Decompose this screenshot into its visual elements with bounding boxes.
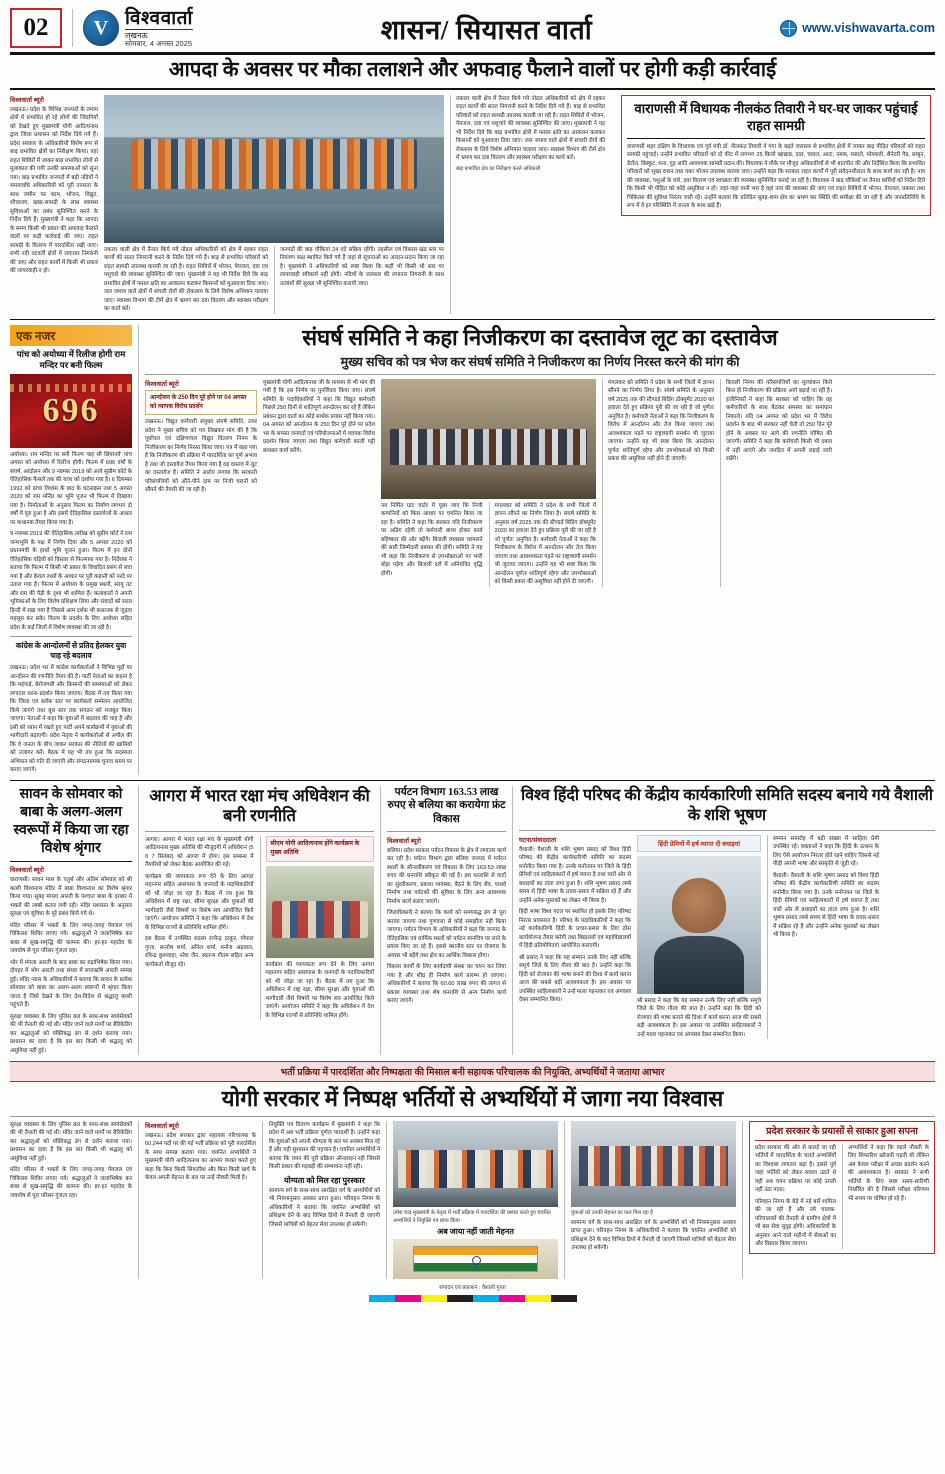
color-swatch xyxy=(369,1295,395,1302)
agra-note: सीएम योगी आदित्यनाथ होंगे कार्यक्रम के मुख्य अतिथि xyxy=(266,836,375,862)
lead-photo xyxy=(104,95,444,243)
nazar-body2: 9 नवम्बर 2019 की ऐतिहासिक तारीख को सुप्रीम कोर्ट ने राम जन्मभूमि के पक्ष में निर्णय दिया और 5 अगस्त 2020 को प्रधानमंत्री के हाथों भूमि पूजन हुआ। फिल्म में इन दोनों ऐतिहासिक घड़ियों को विस्तार से फिल्माया गया है। निर्देशक ने बताया कि फिल्म में किसी भी प्रकार के विवादित प्रसंग से बचा गया है और केवल तथ्यों के आधार पर पूरी कहानी को परदे पर उतारा गया है। फिल्म में अयोध्या के प्रमुख स्थलों, सरयू तट और राम की पैड़ी के दृश्य भी शामिल हैं। कलाकारों ने अपनी भूमिकाओं के लिए विशेष प्रशिक्षण लिया और संवादों को सरल हिन्दी में रखा गया है जिससे आम दर्शक भी कथानक से जुड़ाव महसूस कर सके। फिल्म के प्रदर्शन के लिए अयोध्या सहित प्रदेश के कई जिलों में विशेष व्यवस्था की जा रही है। xyxy=(10,531,132,631)
color-swatch xyxy=(395,1295,421,1302)
paper-name: विश्ववार्ता xyxy=(125,7,193,29)
tourism-headline: पर्यटन विभाग 163.53 लाख रुपए से बलिया का करायेगा फ्रंट विकास xyxy=(387,786,506,826)
bottom-byline: विश्ववार्ता ब्यूरो xyxy=(145,1122,179,1130)
vishwahindi-body3-b: श्री प्रसाद ने कहा कि यह सम्मान उनके लिए नहीं बल्कि समूचे जिले के लिए गौरव की बात है। उन्होंने कहा कि हिंदी को रोजगार की भाषा बनाने की दिशा में कार्य करना आज की सबसे बड़ी आवश्यकता है। इस अवसर पर उपस्थित साहित्यकारों ने उन्हें माला पहनाकर एवं अंगवस्त्र देकर सम्मानित किया। xyxy=(637,997,761,1038)
sawan-body2-c: मंदिर परिसर में भक्तों के लिए जगह-जगह पेयजल एवं चिकित्सा शिविर लगाए गये। श्रद्धालुओं ने जलाभिषेक कर बाबा से सुख-समृद्धि की कामना की। हर-हर महादेव के जयघोष से पूरा परिसर गूंजता रहा। xyxy=(10,1167,132,1199)
vishwahindi-body1-b: वैशाली। वैशाली के शशि भूषण प्रसाद को विश्व हिंदी परिषद की केंद्रीय कार्यकारिणी समिति का सदस्य मनोनीत किया गया है। उनके मनोनयन पर जिले के हिंदी प्रेमियों एवं साहित्यकारों में हर्ष व्याप्त है तथा चारों ओर से बधाइयों का तांता लगा हुआ है। शशि भूषण प्रसाद लम्बे समय से हिंदी भाषा के प्रचार-प्रसार में सक्रिय रहे हैं और उन्होंने अनेक पुस्तकों का लेखन भी किया है। xyxy=(773,872,879,939)
bottom-caption-2: युवाओं को उनकी मेहनत का फल मिल रहा है xyxy=(571,1209,653,1216)
tourism-body2: जिलाधिकारी ने बताया कि कार्य को समयबद्ध ढंग से पूरा कराया जाएगा तथा गुणवत्ता से कोई समझौता नहीं किया जाएगा। पर्यटन विभाग के अधिकारियों ने कहा कि जनपद के ऐतिहासिक एवं धार्मिक स्थलों को पर्यटन मानचित्र पर लाने के प्रयास किए जा रहे हैं। इससे स्थानीय स्तर पर रोजगार के अवसर भी बढ़ेंगे तथा क्षेत्र का आर्थिक विकास होगा। xyxy=(387,910,506,959)
varanasi-body: वाराणसी शहर दक्षिण के विधायक एवं पूर्व मंत्री डॉ. नीलकंठ तिवारी ने गंगा के बढ़ते जलस्तर से प्रभावित क्षेत्रों में जाकर बाढ़ पीड़ित परिवारों को राहत सामग्री पहुंचाई। उन्होंने प्रभावित परिवारों को दो फीट में लगभग 25 किलो खाद्यान्न, दाल, चावल, आटा, नमक, मसाले, मोमबत्ती, सैनेटरी पैड, साबुन, डेटॉल, बिस्कुट, चना, गुड़ आदि आवश्यक सामग्री प्रदान की। विधायक ने मौके पर मौजूद अधिकारियों से भी बातचीत की और निर्देशित किया कि प्रभावित परिवारों को सूखा राशन तथा पका भोजन उपलब्ध कराया जाए। उन्होंने कहा कि सरकार राहत कार्यों में पूरी संवेदनशीलता के साथ कार्य कर रही है। नाव की व्यवस्था, पशुओं के चारे, दवा वितरण एवं स्वच्छता की व्यवस्था सुनिश्चित कराई जा रही है। विधायक ने बाढ़ चौकियों पर तैनात कर्मियों को निर्देश दिये कि किसी भी पीड़ित को कोई असुविधा न हो। जहां-जहां पानी भरा है वहां नाव की व्यवस्था की जाए एवं राहत शिविरों में भोजन, पेयजल, प्रकाश तथा चिकित्सा की सुविधा निरंतर जारी रहे। उन्होंने बताया कि प्रतिदिन सुबह-शाम क्षेत्र का भ्रमण कर स्थिति की समीक्षा की जा रही है और जनप्रतिनिधि के रूप में वे हर परिस्थिति में जनता के साथ खड़े हैं। xyxy=(627,143,925,210)
color-swatch xyxy=(447,1295,473,1302)
sangharsh-col4-b: मंगलवार को समिति ने प्रदेश के सभी जिलों में ज्ञापन सौंपने का निर्णय लिया है। संघर्ष समिति के अनुसार वर्ष 2025 तक की स्टैण्डर्ड बिडिंग डॉक्यूमेंट 2020 का हवाला देते हुए प्रक्रिया पूरी की जा रही है जो पूर्णतः अनुचित है। कर्मचारी नेताओं ने कहा कि निजीकरण के विरोध में आन्दोलन और तेज किया जाएगा तथा आवश्यकता पड़ने पर राष्ट्रव्यापी समर्थन भी जुटाया जाएगा। उन्होंने यह भी स्पष्ट किया कि आन्दोलन पूर्णतः शांतिपूर्ण रहेगा और उपभोक्ताओं को किसी प्रकार की असुविधा नहीं होने दी जाएगी। xyxy=(608,379,714,463)
color-swatch xyxy=(473,1295,499,1302)
bottom-photo-1 xyxy=(393,1121,558,1207)
sawan-body3: भोर में मंगला आरती के बाद बाबा का रुद्राभिषेक किया गया। दोपहर में भोग आरती तथा संध्या में सप्तऋषि आरती सम्पन्न हुई। मंदिर न्यास के अधिकारियों ने बताया कि सावन के प्रत्येक सोमवार को बाबा का अलग-अलग स्वरूपों में श्रृंगार किया जाता है जिसे देखने के लिए देश-विदेश से श्रद्धालु काशी पहुंचते हैं। xyxy=(10,959,132,1009)
color-swatch xyxy=(421,1295,447,1302)
registration-color-bar xyxy=(10,1295,935,1302)
agra-headline: आगरा में भारत रक्षा मंच अधिवेशन की बनी रणनीति xyxy=(149,785,370,826)
bottom-headline: योगी सरकार में निष्पक्ष भर्तियों से अभ्यर्थियों में जागा नया विश्वास xyxy=(221,1086,724,1112)
varanasi-box xyxy=(621,95,931,216)
bottom-right-body1: प्रदेश सरकार की ओर से कराई जा रही भर्तियों में पारदर्शिता के चलते अभ्यर्थियों का विश्वास लगातार बढ़ा है। इससे पूर्व जहां भर्तियों को लेकर सवाल उठते थे वहीं अब चयन प्रक्रिया पर कोई उंगली नहीं उठा पाता। xyxy=(755,1144,836,1194)
bottom-col2: नियुक्ति पत्र वितरण कार्यक्रम में मुख्यमंत्री ने कहा कि प्रदेश में अब भर्ती प्रक्रिया पूर्णतः पारदर्शी है। उन्होंने कहा कि युवाओं को अपनी योग्यता के बल पर अवसर मिल रहे हैं और यही सुशासन की पहचान है। चयनित अभ्यर्थियों ने बताया कि चयन की पूरी प्रक्रिया ऑनलाइन रही जिससे किसी प्रकार की गड़बड़ी की सम्भावना नहीं रही। xyxy=(269,1121,380,1171)
lead-col2: तकरार वाली क्षेत्र में तैनात किये गये नोडल अधिकारियों को क्षेत्र में रहकर राहत कार्यों की सतत निगरानी करने के निर्देश दिये गये हैं। बाढ़ से प्रभावित परिवारों को राहत सामग्री उपलब्ध करायी जा रही है। राहत शिविरों में भोजन, पेयजल, दवा एवं पशुचारे की व्यवस्था सुनिश्चित की जाए। मुख्यमंत्री ने यह भी निर्देश दिये कि बाढ़ प्रभावित क्षेत्रों में फसल क्षति का आकलन कराकर किसानों को मुआवजा दिया जाए। जल जमाव वाले क्षेत्रों में संचारी रोगों की रोकथाम के लिये विशेष अभियान चलाया जाए। स्वास्थ्य विभाग की टीमें क्षेत्र में भ्रमण कर दवा वितरण और स्वास्थ्य परीक्षण का कार्य करें। xyxy=(104,246,268,313)
nazar-headline: पांच को अयोध्या में रिलीज होगी राम मन्दिर पर बनी फिल्म xyxy=(16,348,126,370)
sangharsh-col2: मुख्यमंत्री योगी आदित्यनाथ जी के माध्यम से भी मांग की गयी है कि इस निर्णय पर पुनर्विचार किया जाए। संघर्ष समिति के पदाधिकारियों ने कहा कि विद्युत कर्मचारी पिछले 250 दिनों से शांतिपूर्ण आन्दोलन कर रहे हैं लेकिन प्रबंधन द्वारा वार्ता का कोई सार्थक प्रयास नहीं किया गया। 04 अगस्त को आन्दोलन के 250 दिन पूरे होने पर प्रदेश भर के समस्त जनपदों एवं परियोजनाओं में व्यापक विरोध प्रदर्शन किया जाएगा तथा विद्युत कर्मचारी काली पट्टी बांधकर कार्य करेंगे। xyxy=(263,379,375,454)
sawan-byline: विश्ववार्ता ब्यूरो xyxy=(10,867,44,875)
lead-col3: जनपदों की बाढ़ चौकियां 24 घंटे सक्रिय रहेंगी। तहसील एवं विकास खंड स्तर पर नियंत्रण कक्ष स्थापित किये गये हैं जहां से सूचनाओं का आदान-प्रदान किया जा रहा है। मुख्यमंत्री ने अधिकारियों को स्पष्ट किया कि कहीं भी किसी भी स्तर पर लापरवाही स्वीकार्य नहीं होगी। नदियों के जलस्तर की लगातार निगरानी के साथ तटबंधों की सुरक्षा भी सुनिश्चित करायी जाए। xyxy=(280,246,444,287)
sangharsh-photo xyxy=(381,379,596,499)
color-swatch xyxy=(525,1295,551,1302)
globe-icon xyxy=(780,20,797,37)
bottom-right-body2: अभ्यर्थियों ने कहा कि पहले नौकरी के लिए सिफारिश खोजनी पड़ती थी लेकिन अब केवल परीक्षा में अच्छा प्रदर्शन करने की आवश्यकता है। सरकार ने सभी भर्तियों के लिए स्पष्ट समय-सारिणी निर्धारित की है जिससे परीक्षा परिणाम भी समय पर घोषित हो रहे हैं। xyxy=(848,1144,929,1202)
sangharsh-note: आन्दोलन के 250 दिन पूरे होने पर 04 अगस्त को व्यापक विरोध प्रदर्शन xyxy=(145,390,257,415)
agra-body1: आगरा। आगरा में भारत रक्षा मंच के मुख्यमंत्री योगी आदित्यनाथ मुख्य अतिथि की मौजूदगी में अधिवेशन (5 व 7 सितंबर) को आगरा में होगा। इस सम्बन्ध में तैयारियों को लेकर बैठक आयोजित की गई। xyxy=(145,836,254,869)
website-url: www.vishwavarta.com xyxy=(802,21,935,35)
bottom-photo-2 xyxy=(571,1121,736,1207)
vishwahindi-body3: श्री प्रसाद ने कहा कि यह सम्मान उनके लिए नहीं बल्कि समूचे जिले के लिए गौरव की बात है। उन्होंने कहा कि हिंदी को रोजगार की भाषा बनाने की दिशा में कार्य करना आज की सबसे बड़ी आवश्यकता है। इस अवसर पर उपस्थित साहित्यकारों ने उन्हें माला पहनाकर एवं अंगवस्त्र देकर सम्मानित किया। xyxy=(519,954,631,1004)
sangharsh-col4: मंगलवार को समिति ने प्रदेश के सभी जिलों में ज्ञापन सौंपने का निर्णय लिया है। संघर्ष समिति के अनुसार वर्ष 2025 तक की स्टैण्डर्ड बिडिंग डॉक्यूमेंट 2020 का हवाला देते हुए प्रक्रिया पूरी की जा रही है जो पूर्णतः अनुचित है। कर्मचारी नेताओं ने कहा कि निजीकरण के विरोध में आन्दोलन और तेज किया जाएगा तथा आवश्यकता पड़ने पर राष्ट्रव्यापी समर्थन भी जुटाया जाएगा। उन्होंने यह भी स्पष्ट किया कि आन्दोलन पूर्णतः शांतिपूर्ण रहेगा और उपभोक्ताओं को किसी प्रकार की असुविधा नहीं होने दी जाएगी। xyxy=(494,502,596,586)
agra-photo xyxy=(266,866,375,958)
bottom-subnote-1: योग्यता को मिल रहा पुरस्कार xyxy=(284,1175,365,1185)
lead-col1: लखनऊ। प्रदेश के विभिन्न जनपदों के तमाम क्षेत्रों में प्रभावित हो रहे लोगों की जिंदगियों को देखते हुए मुख्यमंत्री योगी आदित्यनाथ द्वारा जिला प्रशासन को निर्देश दिये गये हैं। प्रदेश सरकार के अधिकारियों विशेष रूप से बाढ़ प्रभावित क्षेत्रों का निरीक्षण किया। वहां राहत शिविरों में जाकर बाढ़ प्रभावित लोगों से मुलाकात की गयी उनकी समस्याओं को सुना गया। बाढ़ प्रभावित जनपदों में बड़ी नदियों ने समयावधि अधिकारियों को पूरी तत्परता के साथ जमीन पर काम, भोजन, विद्युत, शौचालय, खाद्य-सामग्री के साथ स्वास्थ्य सुविधाओं का प्रबंध सुनिश्चित करने के निर्देश दिये हैं। मुख्यमंत्री ने कहा कि आपदा के समय किसी भी प्रकार की अफवाह फैलाने वालों पर कड़ी कार्रवाई की जाए। राहत सामग्री के वितरण में पारदर्शिता रखी जाए। सभी नदी तटवर्ती क्षेत्रों में लगातार निगरानी की जाए और राहत कार्यों में किसी भी प्रकार की लापरवाही न हो। xyxy=(10,106,98,275)
sangharsh-col3: नव निर्मित ग्रांट चार्टर में पूछा जाए कि निजी कम्पनियों को किस आधार पर चयनित किया जा रहा है। समिति ने कहा कि सरकार यदि निजीकरण पर अडिग रहेगी तो कर्मचारी बाध्य होकर कार्य बहिष्कार की ओर बढ़ेंगे। बिजली व्यवस्था चरमराने की सारी जिम्मेदारी प्रबंधन की होगी। समिति ने यह भी कहा कि निजीकरण से उपभोक्ताओं पर भारी बोझ पड़ेगा और बिजली दरों में अनियंत्रित वृद्धि होगी। xyxy=(381,502,483,577)
film-poster-photo xyxy=(10,374,132,448)
section-title: शासन/ सियासत वार्ता xyxy=(380,14,593,45)
sawan-headline: सावन के सोमवार को बाबा के अलग-अलग स्वरूपों में किया जा रहा विशेष श्रृंगार xyxy=(10,786,132,863)
vishwahindi-body2: हिंदी भाषा विश्व पटल पर स्थापित हो इसके लिए परिषद निरंतर प्रयासरत है। परिषद के पदाधिकारियों ने कहा कि नई कार्यकारिणी हिंदी के प्रचार-प्रसार के लिए ठोस कार्ययोजना तैयार करेगी तथा विद्यालयों एवं महाविद्यालयों में हिंदी प्रतियोगिताएं आयोजित कराएगी। xyxy=(519,909,631,950)
bottom-right-headline: प्रदेश सरकार के प्रयासों से साकार हुआ सपना xyxy=(755,1126,929,1141)
website-link[interactable] xyxy=(780,20,935,37)
vishwahindi-note: हिंदी प्रेमियों में हर्ष व्याप्त दी बधाइयां xyxy=(637,835,761,852)
sawan-body4-b: सुरक्षा व्यवस्था के लिए पुलिस बल के साथ-साथ स्वयंसेवकों की भी तैनाती की गई थी। मंदिर जाने वाले मार्गों पर बैरिकेडिंग कर श्रद्धालुओं को पंक्तिबद्ध ढंग से दर्शन कराया गया। प्रशासन का दावा है कि इस बार किसी भी श्रद्धालु को असुविधा नहीं हुई। xyxy=(10,1121,132,1162)
bottom-photo-3 xyxy=(393,1239,558,1279)
edition-date: सोमवार, 4 अगस्त 2025 xyxy=(125,38,193,48)
nazar-body3: लखनऊ। प्रदेश भर में कांग्रेस कार्यकर्ताओं ने विभिन्न मुद्दों पर आन्दोलन की रणनीति तैयार की है। पार्टी नेताओं का कहना है कि महंगाई, बेरोजगारी और किसानों की समस्याओं को लेकर लगातार धरना-प्रदर्शन किया जाएगा। बैठक में तय किया गया कि जिला एवं ब्लॉक स्तर पर कार्यकर्ता सम्मेलन आयोजित किये जाएंगे तथा बूथ स्तर तक संगठन को मजबूत किया जाएगा। नेताओं ने कहा कि युवाओं में बदलाव की चाह है और इसी को ध्यान में रखते हुए पार्टी अपने कार्यक्रमों में युवाओं की भागीदारी बढ़ाएगी। प्रदेश नेतृत्व ने कार्यकर्ताओं से अपील की कि वे जनता के बीच जाकर सरकार की नीतियों की खामियों को उजागर करें। बैठक में यह भी तय हुआ कि सदस्यता अभियान को गति दी जाएगी और संगठनात्मक चुनाव समय पर कराए जाएंगे। xyxy=(10,665,132,774)
tourism-byline: विश्ववार्ता ब्यूरो xyxy=(387,837,421,845)
lead-photo-caption: बाढ़ प्रभावित क्षेत्र का निरीक्षण करते अधिकारी xyxy=(456,165,541,172)
vishwahindi-body1: वैशाली। वैशाली के शशि भूषण प्रसाद को विश्व हिंदी परिषद की केंद्रीय कार्यकारिणी समिति का सदस्य मनोनीत किया गया है। उनके मनोनयन पर जिले के हिंदी प्रेमियों एवं साहित्यकारों में हर्ष व्याप्त है तथा चारों ओर से बधाइयों का तांता लगा हुआ है। शशि भूषण प्रसाद लम्बे समय से हिंदी भाषा के प्रचार-प्रसार में सक्रिय रहे हैं और उन्होंने अनेक पुस्तकों का लेखन भी किया है। xyxy=(519,846,631,904)
bottom-col3: सामान्य वर्ग के साथ-साथ आरक्षित वर्ग के अभ्यर्थियों को भी नियमानुसार अवसर प्राप्त हुआ। परिवहन निगम के अधिकारियों ने बताया कि चयनित अभ्यर्थियों को प्रशिक्षण देने के बाद विभिन्न डिपो में तैनाती दी जाएगी जिससे यात्रियों को बेहतर सेवा उपलब्ध हो सकेगी। xyxy=(269,1187,380,1228)
page-number: 02 xyxy=(10,8,62,48)
color-swatch xyxy=(499,1295,525,1302)
agra-body2-b: कार्यक्रम की व्यापकता रूप देने के लिए आगरा महानगर सहित आसपास के जनपदों के पदाधिकारियों को भी जोड़ा जा रहा है। बैठक में तय हुआ कि अधिवेशन में राष्ट्र रक्षा, सीमा सुरक्षा और युवाओं की भागीदारी जैसे विषयों पर विशेष सत्र आयोजित किये जाएंगे। आयोजन समिति ने कहा कि अधिवेशन में देश के विभिन्न राज्यों से प्रतिनिधि शामिल होंगे। xyxy=(265,961,374,1019)
vishwahindi-headline: विश्व हिंदी परिषद की केंद्रीय कार्यकारिणी समिति सदस्य बनाये गये वैशाली के शशि भूषण xyxy=(521,786,933,824)
sangharsh-col1: लखनऊ। विद्युत कर्मचारी संयुक्त संघर्ष समिति, उत्तर प्रदेश ने मुख्य सचिव को पत्र लिखकर मांग की है कि पूर्वांचल एवं दक्षिणांचल विद्युत वितरण निगम के निजीकरण का निर्णय निरस्त किया जाए। पत्र में कहा गया है कि निजीकरण की प्रक्रिया में पारदर्शिता का पूर्ण अभाव है तथा जो दस्तावेज तैयार किया गया है वह वास्तव में लूट का दस्तावेज है। समिति ने आरोप लगाया कि सरकारी परिसंपत्तियों को औने-पौने दाम पर निजी घरानों को सौंपने की तैयारी की जा रही है। xyxy=(145,419,257,494)
sawan-body4: सुरक्षा व्यवस्था के लिए पुलिस बल के साथ-साथ स्वयंसेवकों की भी तैनाती की गई थी। मंदिर जाने वाले मार्गों पर बैरिकेडिंग कर श्रद्धालुओं को पंक्तिबद्ध ढंग से दर्शन कराया गया। प्रशासन का दावा है कि इस बार किसी भी श्रद्धालु को असुविधा नहीं हुई। xyxy=(10,1013,132,1054)
vishwahindi-byline: घटना/संवाददाता xyxy=(519,836,557,844)
bottom-col1: लखनऊ। प्रदेश सरकार द्वारा सहायक परिचालक के 60,244 पदों पर की गई भर्ती प्रक्रिया को पूरी पारदर्शिता के साथ सम्पन्न कराया गया। चयनित अभ्यर्थियों ने मुख्यमंत्री योगी आदित्यनाथ का आभार व्यक्त करते हुए कहा कि बिना किसी सिफारिश और बिना किसी खर्च के केवल अपनी मेहनत के बल पर उन्हें नौकरी मिली है। xyxy=(145,1132,256,1182)
sawan-body1: वाराणसी। सावन मास के चतुर्थ और अंतिम सोमवार को श्री काशी विश्वनाथ मंदिर में बाबा विश्वनाथ का विशेष श्रृंगार किया गया। सुबह मंगला आरती के पश्चात बाबा के दरबार में भक्तों की लम्बी कतार लगी रही। मंदिर प्रशासन के अनुसार सुरक्षा एवं सुविधा के पूरे प्रबंध किये गये थे। xyxy=(10,877,132,918)
vishwahindi-photo xyxy=(637,856,761,994)
agra-body3: इस बैठक में उपस्थित सदस्य राजेन्द्र ठाकुर, गोपाल गुप्ता, सन्तोष शर्मा, अनिल शर्मा, मनोज अग्रवाल, रविन्द्र कुशवाहा, नरेश जैन, स्वतन्त्र गौतम सहित अन्य कार्यकर्ता मौजूद रहे। xyxy=(145,936,254,968)
footer-credit: संपादन एवं प्रकाशन : वैशाली गुप्ता xyxy=(439,1284,506,1291)
lead-byline: विश्ववार्ता ब्यूरो xyxy=(10,96,44,104)
varanasi-headline: वाराणसी में विधायक नीलकंठ तिवारी ने घर-घर जाकर पहुंचाई राहत सामग्री xyxy=(627,100,925,139)
bottom-right-body3: परिवहन निगम के बेड़े में नई बसें शामिल की जा रही हैं और नये चालक-परिचालकों की तैनाती से ग्रामीण क्षेत्रों में भी बस सेवा सुदृढ़ होगी। अधिकारियों के अनुसार आने वाले महीनों में सेवाओं का और विस्तार किया जाएगा। xyxy=(755,1198,836,1248)
edition-city: लखनऊ xyxy=(125,30,148,40)
nazar-subhead: कांग्रेस के आन्दोलनों से प्रतिद हेलकर युवा चाह रहे बदलाव xyxy=(15,641,127,661)
lead-col2-dup: तकरार वाली क्षेत्र में तैनात किये गये नोडल अधिकारियों को क्षेत्र में रहकर राहत कार्यों की सतत निगरानी करने के निर्देश दिये गये हैं। बाढ़ से प्रभावित परिवारों को राहत सामग्री उपलब्ध करायी जा रही है। राहत शिविरों में भोजन, पेयजल, दवा एवं पशुचारे की व्यवस्था सुनिश्चित की जाए। मुख्यमंत्री ने यह भी निर्देश दिये कि बाढ़ प्रभावित क्षेत्रों में फसल क्षति का आकलन कराकर किसानों को मुआवजा दिया जाए। जल जमाव वाले क्षेत्रों में संचारी रोगों की रोकथाम के लिये विशेष अभियान चलाया जाए। स्वास्थ्य विभाग की टीमें क्षेत्र में भ्रमण कर दवा वितरण और स्वास्थ्य परीक्षण का कार्य करें। xyxy=(456,95,606,162)
tourism-body1: बलिया। प्रदेश सरकार पर्यटन विकास के क्षेत्र में लगातार कार्य कर रही है। पर्यटन विभाग द्वारा बलिया जनपद में पर्यटन स्थलों के सौन्दर्यीकरण एवं विकास के लिए 163.53 लाख रुपए की धनराशि स्वीकृत की गई है। इस धनराशि से घाटों का सुंदरीकरण, प्रकाश व्यवस्था, बैठने के लिए बेंच, पाथवे निर्माण तथा पर्यटकों की सुविधा के लिए अन्य आवश्यक निर्माण कार्य कराए जाएंगे। xyxy=(387,847,506,905)
tourism-body3: विकास कार्यों के लिए कार्यदायी संस्था का चयन कर लिया गया है और शीघ्र ही निर्माण कार्य प्रारम्भ हो जाएगा। अधिकारियों ने बताया कि 60.60 लाख रुपए की लागत से प्रकाश व्यवस्था तथा शेष धनराशि से अन्य निर्माण कार्य कराए जाएंगे। xyxy=(387,964,506,1005)
sangharsh-col5: बिजली निगम की परिसंपत्तियों का मूल्यांकन किये बिना ही निजीकरण की प्रक्रिया आगे बढ़ाई जा रही है। इंजीनियरों ने कहा कि सरकार को चाहिए कि वह कर्मचारियों के साथ बैठकर समस्या का समाधान निकाले। यदि 04 अगस्त को प्रदेश भर में विरोध प्रदर्शन के बाद भी सरकार नहीं चेती तो 250 दिन पूरे होने के अवसर पर आगे की रणनीति घोषित की जाएगी। समिति ने कहा कि कर्मचारी किसी भी दबाव में नहीं आएंगे और जनहित में अपनी लड़ाई जारी रखेंगे। xyxy=(726,379,832,463)
color-swatch xyxy=(551,1295,577,1302)
sangharsh-headline: संघर्ष समिति ने कहा निजीकरण का दस्तावेज लूट का दस्तावेज xyxy=(302,324,778,350)
sawan-body2: मंदिर परिसर में भक्तों के लिए जगह-जगह पेयजल एवं चिकित्सा शिविर लगाए गये। श्रद्धालुओं ने जलाभिषेक कर बाबा से सुख-समृद्धि की कामना की। हर-हर महादेव के जयघोष से पूरा परिसर गूंजता रहा। xyxy=(10,922,132,955)
nazar-body1: अयोध्या। राम मन्दिर पर बनी फिल्म 'छह सौ छियानवे' पांच अगस्त को अयोध्या में रिलीज होगी। फिल्म में 696 वर्षों के संघर्ष, आंदोलन और 9 नवम्बर 2019 को आये सुप्रीम कोर्ट के ऐतिहासिक फैसले तक की यात्रा को दर्शाया गया है। 6 दिसम्बर 1992 को ढांचा विध्वंस के बाद के घटनाक्रम तथा 5 अगस्त 2020 को राम मन्दिर का भूमि पूजन भी फिल्म में दिखाया गया है। निर्माताओं के अनुसार फिल्म का निर्माण लगभग दो वर्षों में पूरा हुआ है और इसमें ऐतिहासिक दस्तावेजों के आधार पर कथानक तैयार किया गया है। xyxy=(10,451,132,526)
vishwahindi-body4: सम्मान समारोह में बड़ी संख्या में साहित्य प्रेमी उपस्थित रहे। वक्ताओं ने कहा कि हिंदी के उत्थान के लिए ऐसे आयोजन निरंतर होते रहने चाहिए जिससे नई पीढ़ी अपनी भाषा और संस्कृति से जुड़ी रहे। xyxy=(773,835,879,868)
tagline-band: भर्ती प्रक्रिया में पारदर्शिता और निष्पक्षता की मिसाल बनी सहायक परिचालक की नियुक्ति, अभ्यर्थियों ने जताया आभार xyxy=(10,1061,935,1082)
bottom-col3-b: सामान्य वर्ग के साथ-साथ आरक्षित वर्ग के अभ्यर्थियों को भी नियमानुसार अवसर प्राप्त हुआ। परिवहन निगम के अधिकारियों ने बताया कि चयनित अभ्यर्थियों को प्रशिक्षण देने के बाद विभिन्न डिपो में तैनाती दी जाएगी जिससे यात्रियों को बेहतर सेवा उपलब्ध हो सकेगी। xyxy=(571,1219,736,1252)
ek-nazar-bar: एक नजर xyxy=(10,325,132,346)
masthead xyxy=(10,8,935,55)
lead-headline: आपदा के अवसर पर मौका तलाशने और अफवाह फैलाने वालों पर होगी कड़ी कार्रवाई xyxy=(168,59,777,81)
agra-body2: कार्यक्रम की व्यापकता रूप देने के लिए आगरा महानगर सहित आसपास के जनपदों के पदाधिकारियों को भी जोड़ा जा रहा है। बैठक में तय हुआ कि अधिवेशन में राष्ट्र रक्षा, सीमा सुरक्षा और युवाओं की भागीदारी जैसे विषयों पर विशेष सत्र आयोजित किये जाएंगे। आयोजन समिति ने कहा कि अधिवेशन में देश के विभिन्न राज्यों से प्रतिनिधि शामिल होंगे। xyxy=(145,873,254,931)
sangharsh-subhead: मुख्य सचिव को पत्र भेज कर संघर्ष समिति ने निजीकरण का निर्णय निरस्त करने की मांग की xyxy=(340,354,740,369)
bottom-subnote-2: अब जाया नहीं जाती मेहनत xyxy=(437,1226,514,1236)
logo-block xyxy=(72,9,193,48)
sangharsh-byline: विश्ववार्ता ब्यूरो xyxy=(145,380,179,388)
paper-logo-icon xyxy=(83,10,119,46)
bottom-caption-1: उमेश चन्द्र मुख्यमंत्री के नेतृत्व में भर्ती प्रक्रिया में पारदर्शिता की प्रशंसा करते हुए चयनित अभ्यर्थियों ने नियुक्ति पत्र प्राप्त किया xyxy=(393,1209,551,1224)
